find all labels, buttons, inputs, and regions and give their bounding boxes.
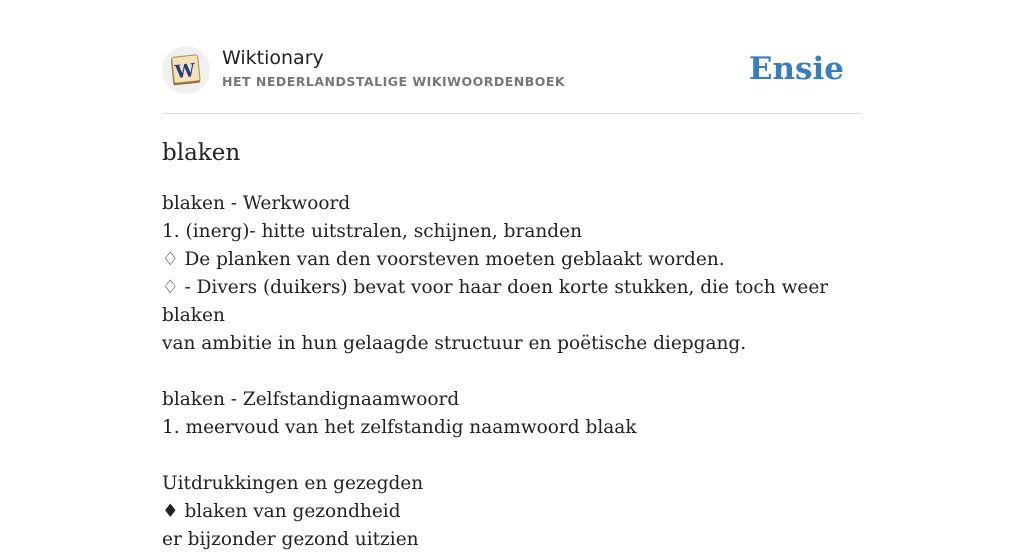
definition-body: [162, 190, 862, 554]
section-gap: [162, 442, 862, 470]
page-title: blaken: [162, 140, 241, 166]
section-heading-verb: blaken - Werkwoord: [162, 193, 351, 214]
definition-line: 1. (inerg)- hitte uitstralen, schijnen, branden: [162, 221, 582, 242]
section-heading-noun: blaken - Zelfstandignaamwoord: [162, 389, 460, 410]
section-gap: [162, 358, 862, 386]
example-line-continued: van ambitie in hun gelaagde structuur en poëtische diepgang.: [162, 333, 747, 354]
source-subtitle: HET NEDERLANDSTALIGE WIKIWOORDENBOEK: [222, 74, 566, 89]
section-heading-expressions: Uitdrukkingen en gezegden: [162, 473, 424, 494]
wiktionary-logo-icon[interactable]: [162, 46, 210, 94]
logo-letter: W: [174, 60, 197, 84]
example-line: ♢ De planken van den voorsteven moeten geblaakt worden.: [162, 249, 725, 270]
wiktionary-tile-icon: [168, 52, 204, 88]
ensie-brand-logo[interactable]: Ensie: [748, 51, 844, 87]
page: [162, 0, 862, 550]
example-line: ♢ - Divers (duikers) bevat voor haar doen korte stukken, die toch weer blaken: [162, 277, 829, 326]
header: [162, 0, 862, 114]
definition-line: 1. meervoud van het zelfstandig naamwoord blaak: [162, 417, 637, 438]
expression-meaning: er bijzonder gezond uitzien: [162, 529, 419, 550]
expression-line: ♦ blaken van gezondheid: [162, 501, 401, 522]
source-title[interactable]: Wiktionary: [222, 47, 324, 69]
